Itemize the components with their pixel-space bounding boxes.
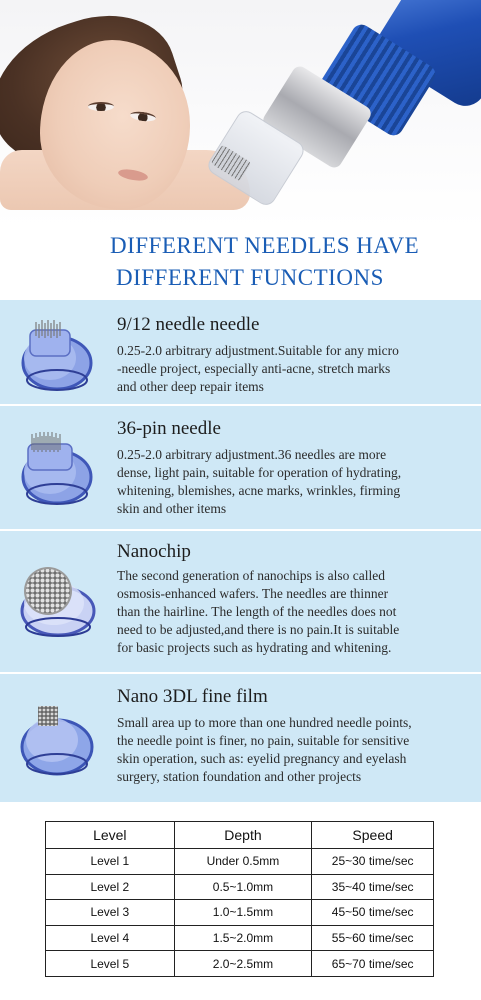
table-cell-speed: 25~30 time/sec bbox=[312, 849, 434, 875]
heading-line-2: DIFFERENT FUNCTIONS bbox=[116, 265, 384, 290]
list-item-9-12-needle bbox=[0, 300, 481, 404]
table-cell-depth: Under 0.5mm bbox=[174, 849, 312, 875]
table-header-row bbox=[46, 822, 434, 849]
item-title: Nano 3DL fine film bbox=[117, 686, 268, 707]
item-description-line: need to be adjusted,and there is no pain.It is suitable bbox=[117, 622, 400, 637]
table-cell-depth: 0.5~1.0mm bbox=[174, 874, 312, 900]
table-cell-depth: 1.5~2.0mm bbox=[174, 925, 312, 951]
table-cell-depth: 2.0~2.5mm bbox=[174, 951, 312, 977]
item-description-line: and other deep repair items bbox=[117, 379, 264, 394]
table-row bbox=[46, 874, 434, 900]
list-item-nanochip bbox=[0, 529, 481, 672]
item-description bbox=[117, 446, 477, 518]
depth-speed-table bbox=[45, 821, 434, 977]
table-header-depth: Depth bbox=[174, 822, 312, 849]
model-face bbox=[40, 40, 190, 210]
table-cell-level: Level 5 bbox=[46, 951, 175, 977]
item-description-line: 0.25-2.0 arbitrary adjustment.36 needles are more bbox=[117, 447, 387, 462]
list-item-nano-3dl bbox=[0, 672, 481, 802]
section-heading bbox=[0, 228, 481, 300]
table-row bbox=[46, 951, 434, 977]
table-cell-level: Level 3 bbox=[46, 900, 175, 926]
model-eye-left bbox=[88, 102, 114, 111]
table-cell-depth: 1.0~1.5mm bbox=[174, 900, 312, 926]
table-cell-speed: 65~70 time/sec bbox=[312, 951, 434, 977]
item-description-line: The second generation of nanochips is also called bbox=[117, 568, 386, 583]
item-description-line: for basic projects such as hydrating and whitening. bbox=[117, 640, 392, 655]
item-description-line: skin and other items bbox=[117, 501, 227, 516]
table-header-speed: Speed bbox=[312, 822, 434, 849]
divider bbox=[0, 404, 481, 406]
table-cell-level: Level 4 bbox=[46, 925, 175, 951]
needle-cartridge-9-12-icon bbox=[10, 308, 105, 398]
hero-image bbox=[0, 0, 481, 228]
table-header-level: Level bbox=[46, 822, 175, 849]
item-description-line: whitening, blemishes, acne marks, wrinkles, firming bbox=[117, 483, 401, 498]
item-description-line: 0.25-2.0 arbitrary adjustment.Suitable for any micro bbox=[117, 343, 399, 358]
item-description bbox=[117, 567, 477, 657]
item-description-line: Small area up to more than one hundred needle points, bbox=[117, 715, 412, 730]
divider bbox=[0, 529, 481, 531]
item-title: Nanochip bbox=[117, 541, 191, 562]
table-cell-speed: 35~40 time/sec bbox=[312, 874, 434, 900]
table-cell-level: Level 1 bbox=[46, 849, 175, 875]
item-description-line: the needle point is finer, no pain, suitable for sensitive bbox=[117, 733, 410, 748]
needle-cartridge-36-icon bbox=[10, 422, 105, 512]
nanochip-cartridge-icon bbox=[10, 553, 105, 643]
table-cell-speed: 55~60 time/sec bbox=[312, 925, 434, 951]
item-description-line: skin operation, such as: eyelid pregnancy and eyelash bbox=[117, 751, 407, 766]
item-description bbox=[117, 342, 477, 396]
list-item-36-pin-needle bbox=[0, 404, 481, 529]
table-row bbox=[46, 925, 434, 951]
item-description-line: than the hairline. The length of the needles does not bbox=[117, 604, 397, 619]
item-description-line: surgery, station foundation and other projects bbox=[117, 769, 362, 784]
table-cell-level: Level 2 bbox=[46, 874, 175, 900]
nano-3dl-cartridge-icon bbox=[10, 692, 105, 782]
item-description bbox=[117, 714, 477, 786]
item-description-line: osmosis-enhanced wafers. The needles are thinner bbox=[117, 586, 389, 601]
heading-line-1: DIFFERENT NEEDLES HAVE bbox=[110, 233, 420, 258]
item-title: 9/12 needle needle bbox=[117, 314, 260, 335]
table-cell-speed: 45~50 time/sec bbox=[312, 900, 434, 926]
table-row bbox=[46, 900, 434, 926]
item-title: 36-pin needle bbox=[117, 418, 221, 439]
table-row bbox=[46, 849, 434, 875]
item-description-line: dense, light pain, suitable for operation of hydrating, bbox=[117, 465, 402, 480]
item-description-line: -needle project, especially anti-acne, stretch marks bbox=[117, 361, 391, 376]
divider bbox=[0, 672, 481, 674]
